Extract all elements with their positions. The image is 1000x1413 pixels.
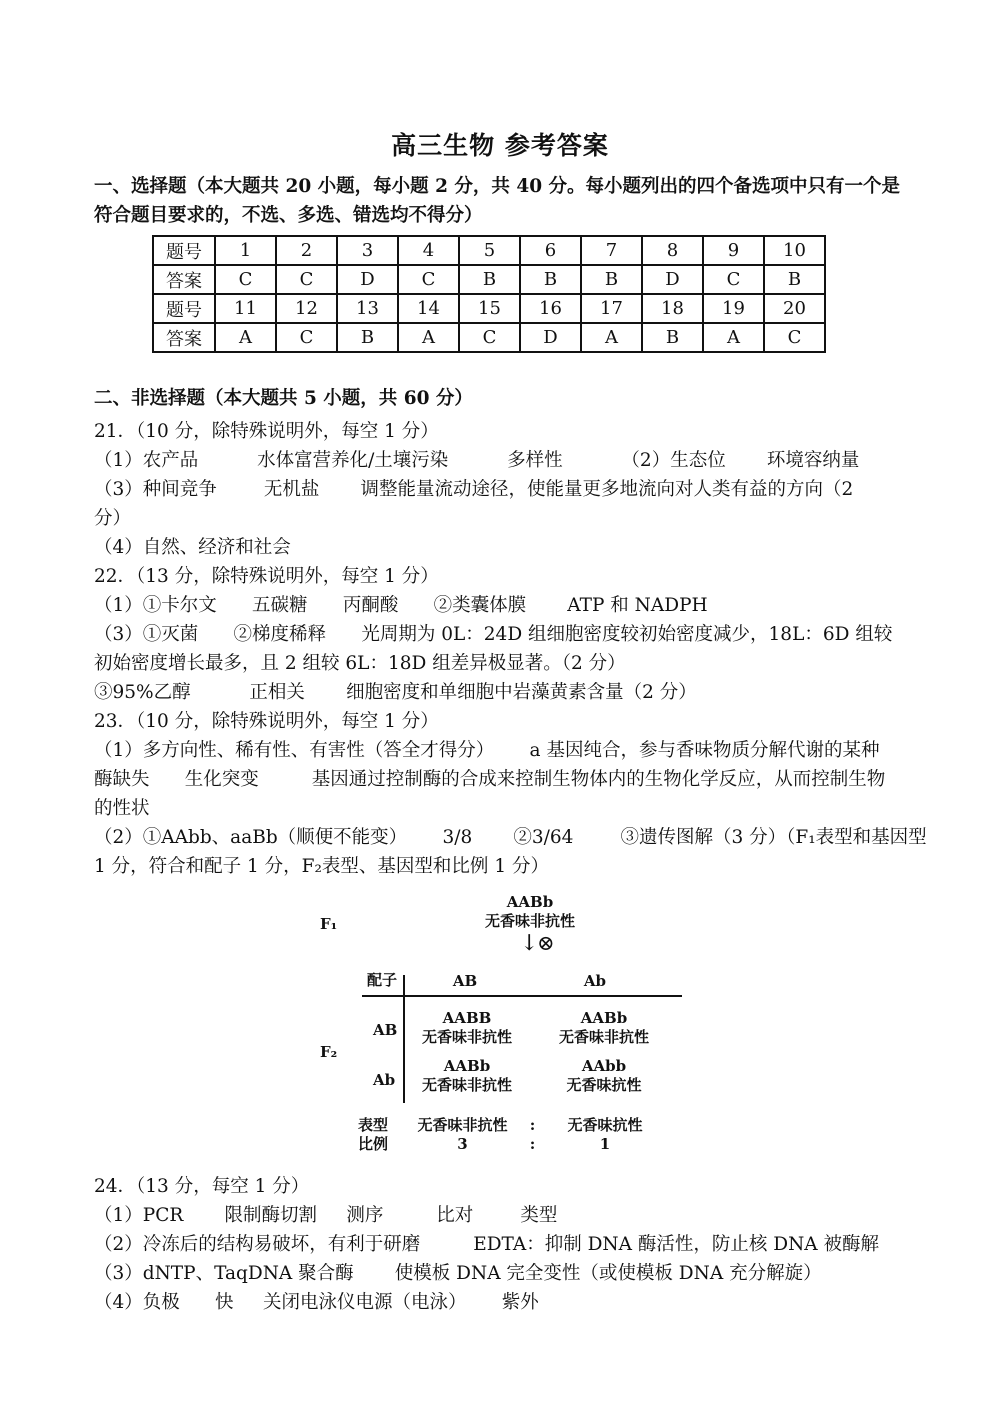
table-cell: B — [337, 323, 398, 352]
table-cell: 6 — [520, 236, 581, 265]
q22-line3: 初始密度增长最多，且 2 组较 6L：18D 组差异极显著。（2 分） — [94, 653, 626, 674]
q21-line2: （3）种间竞争 无机盐 调整能量流动途径，使能量更多地流向对人类有益的方向（2 — [94, 479, 854, 500]
table-cell: D — [337, 265, 398, 294]
parent-phenotype: 无香味非抗性 — [484, 912, 575, 930]
table-cell: A — [703, 323, 764, 352]
cell-phenotype: 无香味非抗性 — [421, 1076, 512, 1094]
summary-phenotype-1: 无香味非抗性 — [417, 1116, 508, 1134]
q21-line4: （4）自然、经济和社会 — [94, 537, 291, 558]
table-cell: A — [398, 323, 459, 352]
table-row — [153, 323, 825, 352]
summary-ratio-2: 1 — [599, 1135, 611, 1153]
q23-line5: 1 分，符合和配子 1 分，F₂表型、基因型和比例 1 分） — [94, 856, 549, 877]
ratio-colon: : — [529, 1135, 536, 1153]
q24-line4: （4）负极 快 关闭电泳仪电源（电泳） 紫外 — [94, 1292, 539, 1313]
table-cell: C — [764, 323, 825, 352]
table-cell: 15 — [459, 294, 520, 323]
table-cell: C — [276, 265, 337, 294]
q23-line4: （2）①AAbb、aaBb（顺便不能变） 3/8 ②3/64 ③遗传图解（3 分）（F₁表型和基因型 — [94, 827, 927, 848]
q22-line4: ③95%乙醇 正相关 细胞密度和单细胞中岩藻黄素含量（2 分） — [94, 682, 697, 703]
q23-line2: 酶缺失 生化突变 基因通过控制酶的合成来控制生物体内的生物化学反应，从而控制生物 — [94, 769, 886, 790]
table-cell: 4 — [398, 236, 459, 265]
table-cell: 20 — [764, 294, 825, 323]
cell-genotype: AAbb — [581, 1057, 627, 1075]
table-cell: 14 — [398, 294, 459, 323]
table-cell: 10 — [764, 236, 825, 265]
table-cell: 9 — [703, 236, 764, 265]
table-cell: 13 — [337, 294, 398, 323]
cell-phenotype: 无香味非抗性 — [558, 1028, 649, 1046]
table-cell: 12 — [276, 294, 337, 323]
summary-phenotype-2: 无香味抗性 — [567, 1116, 643, 1134]
arrow-down-icon: ↓ — [520, 931, 539, 956]
table-cell: 1 — [215, 236, 276, 265]
cell-genotype: AABb — [443, 1057, 491, 1075]
q24-head: 24．（13 分，每空 1 分） — [94, 1176, 310, 1197]
cell-genotype: AABb — [580, 1009, 628, 1027]
gamete-row-1: AB — [373, 1021, 398, 1039]
f2-label: F₂ — [320, 1043, 338, 1061]
table-cell: C — [215, 265, 276, 294]
table-row — [153, 236, 825, 265]
row-label: 答案 — [153, 323, 215, 352]
answer-table — [152, 235, 826, 353]
section1-heading-line2: 符合题目要求的，不选、多选、错选均不得分） — [94, 205, 483, 226]
cell-phenotype: 无香味非抗性 — [421, 1028, 512, 1046]
cell-phenotype: 无香味抗性 — [566, 1076, 642, 1094]
table-cell: 18 — [642, 294, 703, 323]
table-cell: 5 — [459, 236, 520, 265]
table-cell: C — [703, 265, 764, 294]
selfing-symbol-icon: ⊗ — [537, 931, 555, 955]
gamete-col-1: AB — [452, 972, 478, 990]
table-cell: D — [520, 323, 581, 352]
page-title: 高三生物 参考答案 — [391, 131, 609, 160]
table-cell: A — [581, 323, 642, 352]
gamete-col-2: Ab — [583, 972, 607, 990]
section1-heading-line1: 一、选择题（本大题共 20 小题，每小题 2 分，共 40 分。每小题列出的四个备选项中只有一个是 — [94, 176, 901, 197]
q23-line3: 的性状 — [94, 798, 150, 819]
q22-line2: （3）①灭菌 ②梯度稀释 光周期为 0L：24D 组细胞密度较初始密度减少，18L：6D 组较 — [94, 624, 893, 645]
q21-line3: 分） — [94, 508, 132, 529]
q24-line1: （1）PCR 限制酶切割 测序 比对 类型 — [94, 1205, 558, 1226]
q24-line2: （2）冷冻后的结构易破坏，有利于研磨 EDTA：抑制 DNA 酶活性，防止核 DNA 被酶解 — [94, 1234, 880, 1255]
gamete-row-2: Ab — [373, 1071, 396, 1089]
q21-head: 21．（10 分，除特殊说明外，每空 1 分） — [94, 421, 439, 442]
table-cell: B — [642, 323, 703, 352]
row-label: 题号 — [153, 236, 215, 265]
table-cell: 2 — [276, 236, 337, 265]
cell-genotype: AABB — [442, 1009, 492, 1027]
table-cell: 17 — [581, 294, 642, 323]
q23-head: 23．（10 分，除特殊说明外，每空 1 分） — [94, 711, 439, 732]
table-cell: 8 — [642, 236, 703, 265]
table-cell: A — [215, 323, 276, 352]
table-cell: B — [520, 265, 581, 294]
table-cell: 19 — [703, 294, 764, 323]
table-row — [153, 294, 825, 323]
table-cell: C — [459, 323, 520, 352]
table-cell: B — [764, 265, 825, 294]
table-cell: B — [581, 265, 642, 294]
ratio-label: 比例 — [358, 1135, 389, 1153]
q24-line3: （3）dNTP、TaqDNA 聚合酶 使模板 DNA 完全变性（或使模板 DNA 充分解旋） — [94, 1263, 822, 1284]
q21-line1: （1）农产品 水体富营养化/土壤污染 多样性 （2）生态位 环境容纳量 — [94, 450, 860, 471]
section2-heading: 二、非选择题（本大题共 5 小题，共 60 分） — [94, 388, 473, 409]
table-cell: B — [459, 265, 520, 294]
row-label: 答案 — [153, 265, 215, 294]
q22-line1: （1）①卡尔文 五碳糖 丙酮酸 ②类囊体膜 ATP 和 NADPH — [94, 595, 708, 616]
punnett-horizontal-line — [362, 995, 682, 997]
table-row — [153, 265, 825, 294]
parent-genotype: AABb — [506, 893, 554, 911]
table-cell: C — [398, 265, 459, 294]
f1-label: F₁ — [320, 915, 338, 933]
table-cell: 3 — [337, 236, 398, 265]
ratio-colon: : — [529, 1116, 536, 1134]
q23-line1: （1）多方向性、稀有性、有害性（答全才得分） a 基因纯合，参与香味物质分解代谢的某种 — [94, 740, 880, 761]
q22-head: 22．（13 分，除特殊说明外，每空 1 分） — [94, 566, 439, 587]
table-cell: 16 — [520, 294, 581, 323]
table-cell: C — [276, 323, 337, 352]
punnett-vertical-line — [403, 975, 405, 1103]
gamete-label: 配子 — [367, 971, 398, 989]
summary-ratio-1: 3 — [457, 1135, 468, 1153]
table-cell: D — [642, 265, 703, 294]
phenotype-label: 表型 — [358, 1116, 389, 1134]
row-label: 题号 — [153, 294, 215, 323]
table-cell: 11 — [215, 294, 276, 323]
table-cell: 7 — [581, 236, 642, 265]
